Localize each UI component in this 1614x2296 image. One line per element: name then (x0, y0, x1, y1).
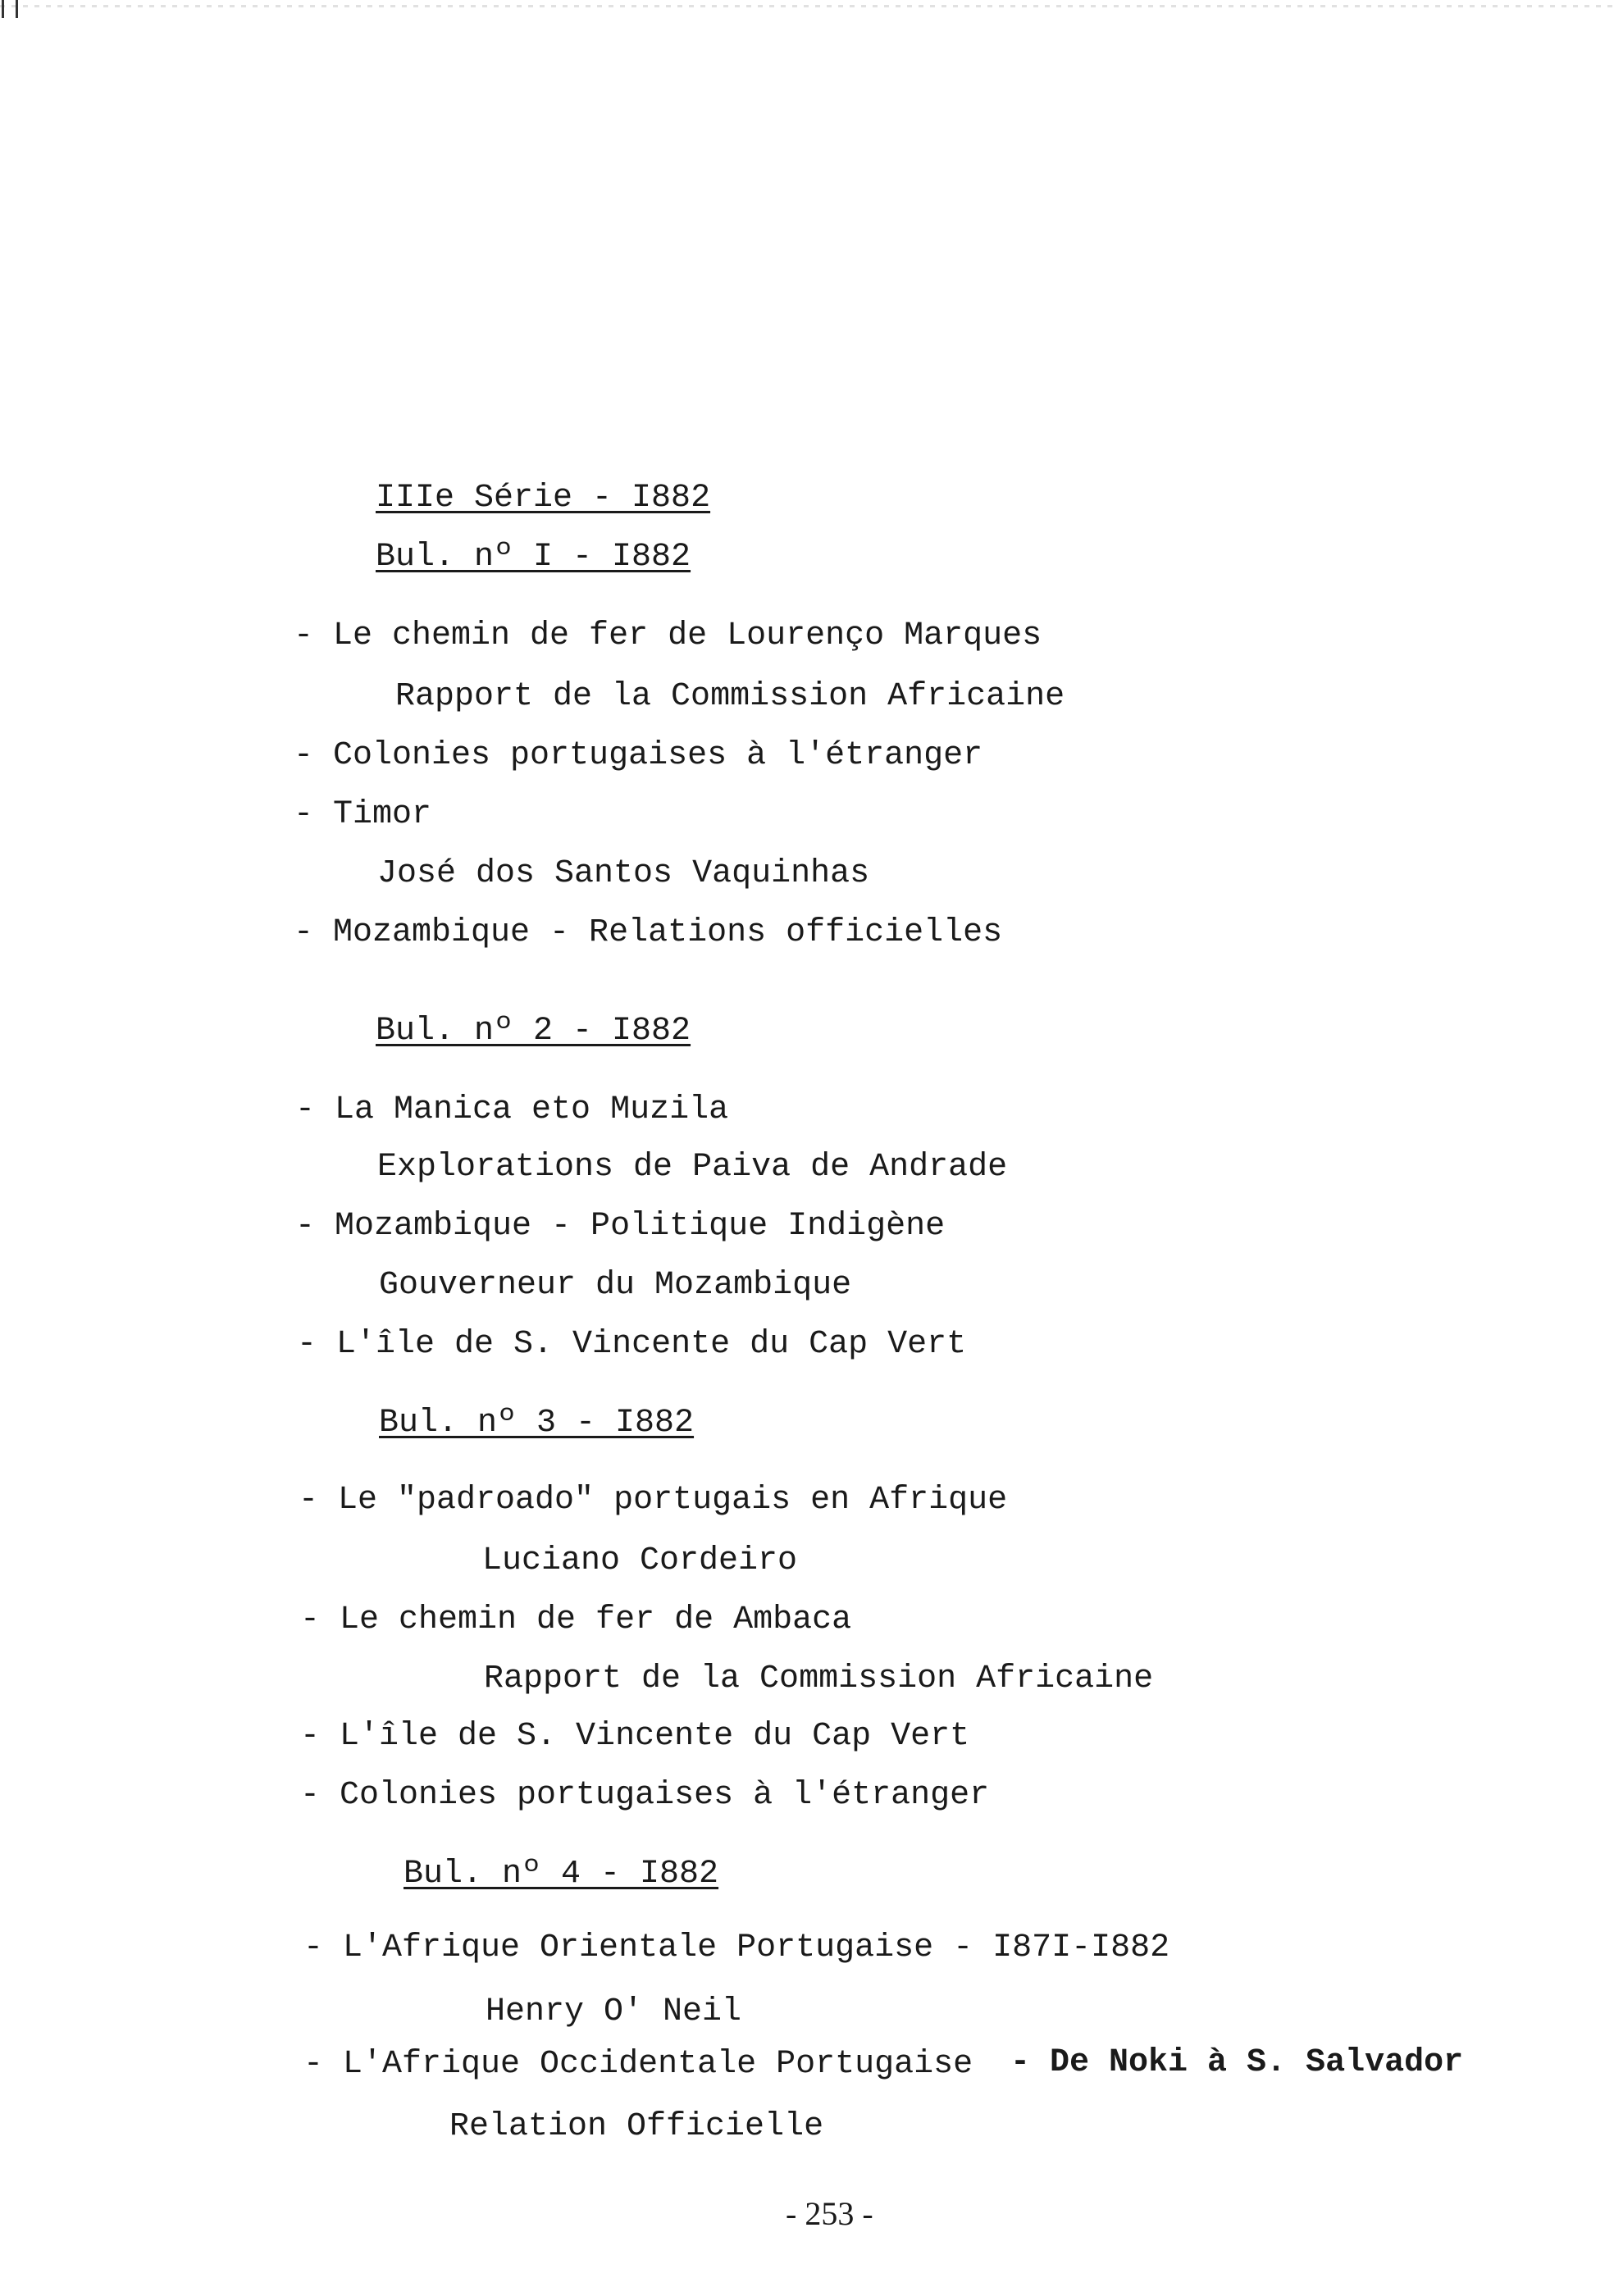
entry-line: - Le chemin de fer de Lourenço Marques (294, 617, 1042, 654)
bulletin-heading-3: Bul. nº 3 - I882 (379, 1405, 695, 1442)
entry-line-continuation: - De Noki à S. Salvador (1010, 2044, 1464, 2081)
entry-line: - Le "padroado" portugais en Afrique (299, 1482, 1008, 1519)
scan-edge-artifact (0, 5, 1614, 7)
bulletin-heading-1: Bul. nº I - I882 (376, 539, 691, 576)
series-heading: IIIe Série - I882 (376, 480, 711, 517)
entry-line: - L'île de S. Vincente du Cap Vert (297, 1326, 967, 1363)
page-number: - 253 - (786, 2195, 873, 2232)
bulletin-heading-2: Bul. nº 2 - I882 (376, 1013, 691, 1050)
entry-line: - La Manica eto Muzila (295, 1091, 729, 1128)
entry-author: Luciano Cordeiro (482, 1542, 798, 1579)
scan-corner-mark (2, 0, 18, 18)
entry-line: - Colonies portugaises à l'étranger (300, 1777, 990, 1814)
entry-author: Gouverneur du Mozambique (379, 1267, 852, 1304)
entry-line: - L'île de S. Vincente du Cap Vert (300, 1718, 970, 1755)
entry-line: - L'Afrique Orientale Portugaise - I87I-I882 (303, 1929, 1170, 1966)
entry-author: Henry O' Neil (486, 1993, 742, 2030)
bulletin-heading-4: Bul. nº 4 - I882 (404, 1856, 719, 1893)
entry-author: Rapport de la Commission Africaine (395, 678, 1065, 715)
entry-author: Rapport de la Commission Africaine (484, 1660, 1154, 1697)
entry-author: Explorations de Paiva de Andrade (377, 1149, 1008, 1186)
entry-author: José dos Santos Vaquinhas (377, 855, 870, 892)
entry-line: - Mozambique - Relations officielles (294, 914, 1003, 951)
entry-line: - L'Afrique Occidentale Portugaise (303, 2046, 973, 2083)
entry-line: - Le chemin de fer de Ambaca (300, 1601, 852, 1638)
entry-author: Relation Officielle (449, 2108, 824, 2145)
entry-line: - Colonies portugaises à l'étranger (294, 737, 983, 774)
entry-line: - Mozambique - Politique Indigène (295, 1208, 946, 1245)
entry-line: - Timor (294, 796, 432, 833)
